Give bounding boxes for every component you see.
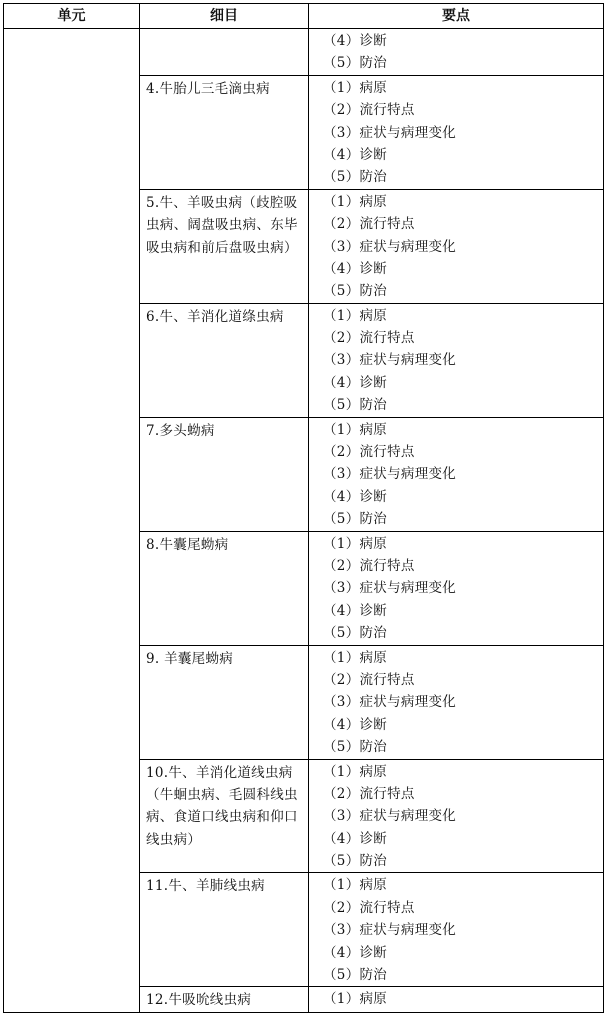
points-list: [309, 532, 603, 645]
point-item: （4）诊断: [323, 260, 388, 277]
point-item: （3）症状与病理变化: [323, 922, 457, 939]
detail-cell: [140, 417, 309, 531]
point-item: （4）诊断: [323, 33, 388, 49]
points-cell: [309, 873, 604, 987]
detail-cell: [140, 75, 309, 189]
point-item: （3）症状与病理变化: [323, 352, 457, 369]
point-item: （4）诊断: [323, 716, 388, 733]
point-item: （3）症状与病理变化: [323, 580, 457, 597]
points-cell: [309, 645, 604, 759]
point-item: （3）症状与病理变化: [323, 694, 457, 711]
point-item: （3）症状与病理变化: [323, 466, 457, 483]
detail-cell: [140, 531, 309, 645]
header-points: 要点: [309, 4, 604, 29]
point-item: （4）诊断: [323, 602, 388, 619]
point-item: （2）流行特点: [323, 785, 415, 802]
point-item: （5）防治: [323, 283, 388, 300]
detail-cell: [140, 303, 309, 417]
points-cell: [309, 189, 604, 303]
point-item: （2）流行特点: [323, 671, 415, 688]
header-unit: 单元: [4, 4, 140, 29]
point-item: （1）病原: [323, 421, 388, 438]
points-cell: [309, 531, 604, 645]
point-item: （5）防治: [323, 625, 388, 642]
detail-cell: [140, 759, 309, 873]
points-list: [309, 418, 603, 531]
point-item: （5）防治: [323, 169, 388, 186]
point-item: （4）诊断: [323, 488, 388, 505]
point-item: （3）症状与病理变化: [323, 124, 457, 141]
points-cell: [309, 29, 604, 76]
points-list: [309, 304, 603, 417]
detail-cell: [140, 645, 309, 759]
point-item: （1）病原: [323, 79, 388, 96]
header-detail: 细目: [140, 4, 309, 29]
point-item: （1）病原: [323, 763, 388, 780]
points-list: [309, 760, 603, 873]
point-item: （2）流行特点: [323, 216, 415, 233]
detail-text: [140, 29, 308, 31]
detail-text: 12.牛吸吮线虫病: [146, 992, 252, 1009]
unit-cell: [4, 29, 140, 1013]
point-item: （1）病原: [323, 649, 388, 666]
point-item: （1）病原: [323, 877, 388, 894]
point-item: （1）病原: [323, 307, 388, 324]
points-list: [309, 873, 603, 986]
points-cell: [309, 759, 604, 873]
points-list: [309, 76, 603, 189]
point-item: （2）流行特点: [323, 444, 415, 461]
table-body: [4, 29, 604, 1013]
points-list: [309, 190, 603, 303]
points-cell: [309, 303, 604, 417]
header-row: [4, 4, 604, 29]
detail-text: 10.牛、羊消化道线虫病（牛蛔虫病、毛圆科线虫病、食道口线虫病和仰口线虫病）: [146, 764, 298, 848]
point-item: （3）症状与病理变化: [323, 808, 457, 825]
points-cell: [309, 417, 604, 531]
point-item: （5）防治: [323, 511, 388, 528]
detail-cell: [140, 189, 309, 303]
point-item: （5）防治: [323, 853, 388, 870]
points-list: [309, 646, 603, 759]
point-item: （1）病原: [323, 991, 388, 1008]
point-item: （5）防治: [323, 967, 388, 984]
points-cell: [309, 75, 604, 189]
point-item: （2）流行特点: [323, 330, 415, 347]
point-item: （2）流行特点: [323, 557, 415, 574]
point-item: （2）流行特点: [323, 899, 415, 916]
point-item: （5）防治: [323, 55, 388, 72]
points-list: [309, 29, 603, 75]
table-row: [4, 29, 604, 76]
detail-cell: [140, 29, 309, 76]
detail-text: 11.牛、羊肺线虫病: [146, 878, 265, 895]
point-item: （2）流行特点: [323, 102, 415, 119]
point-item: （1）病原: [323, 535, 388, 552]
points-list: [309, 987, 603, 1010]
point-item: （4）诊断: [323, 944, 388, 961]
syllabus-table: [3, 3, 604, 1013]
detail-text: 7.多头蚴病: [146, 422, 215, 439]
detail-text: 9. 羊囊尾蚴病: [146, 650, 234, 667]
detail-cell: [140, 873, 309, 987]
detail-text: 5.牛、羊吸虫病（歧腔吸虫病、阔盘吸虫病、东毕吸虫病和前后盘吸虫病）: [146, 194, 298, 256]
point-item: （5）防治: [323, 397, 388, 414]
detail-text: 4.牛胎儿三毛滴虫病: [146, 80, 270, 97]
detail-text: 6.牛、羊消化道绦虫病: [146, 308, 284, 325]
detail-text: 8.牛囊尾蚴病: [146, 536, 229, 553]
point-item: （4）诊断: [323, 146, 388, 163]
point-item: （5）防治: [323, 739, 388, 756]
point-item: （4）诊断: [323, 374, 388, 391]
point-item: （3）症状与病理变化: [323, 238, 457, 255]
point-item: （4）诊断: [323, 830, 388, 847]
point-item: （1）病原: [323, 193, 388, 210]
